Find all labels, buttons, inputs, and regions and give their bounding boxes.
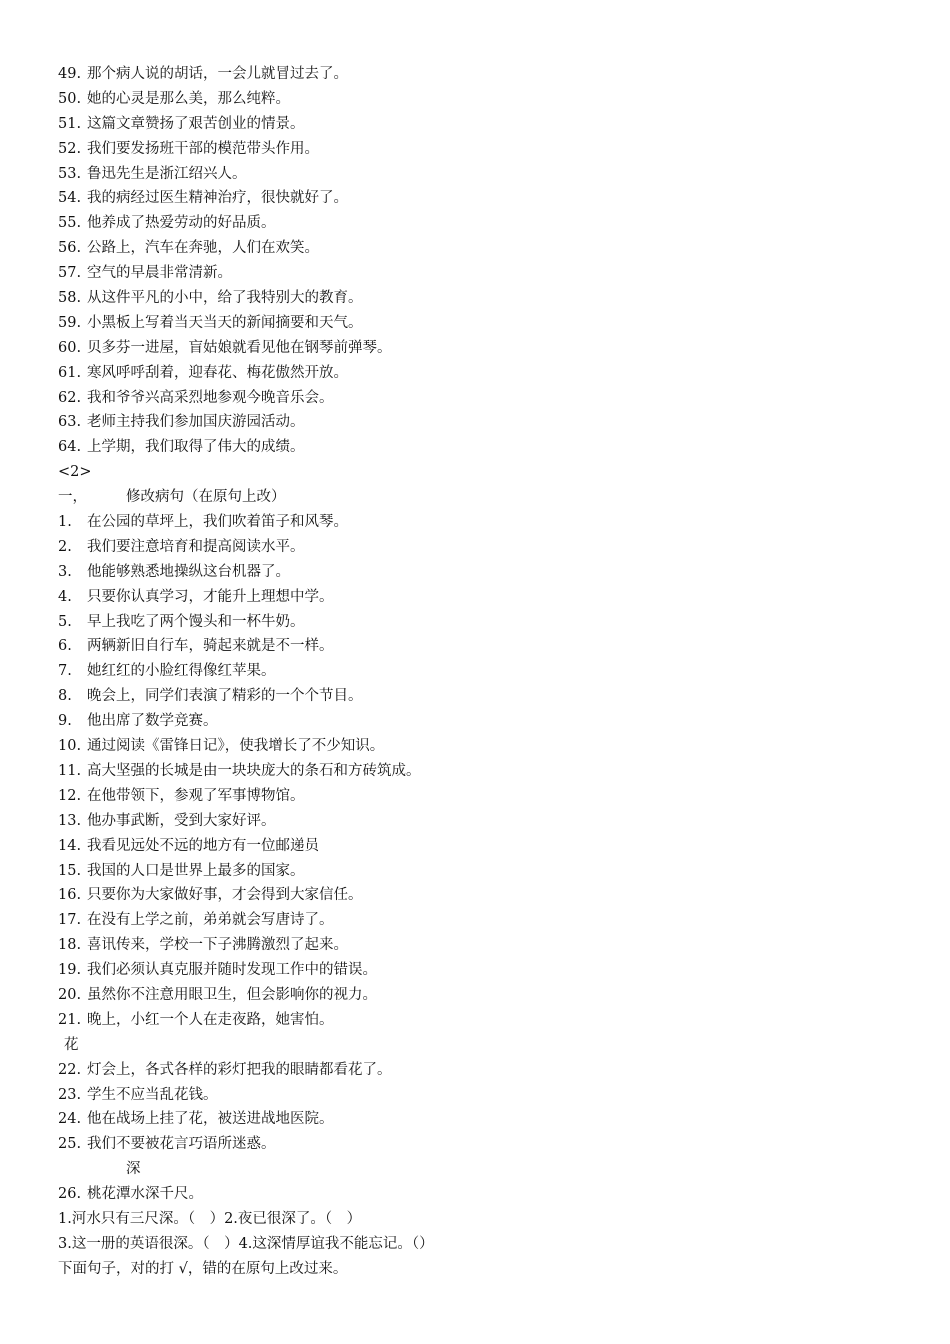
sentence-item: [58, 336, 918, 361]
sentence-item: [58, 236, 918, 261]
sentence-item: [58, 535, 918, 560]
sentence-number: 17.: [58, 912, 82, 929]
sentence-item: [58, 112, 918, 137]
sentence-number: 24.: [58, 1111, 82, 1128]
sentence-item: [58, 709, 918, 734]
sentence-list-3: [58, 1058, 918, 1158]
sentence-item: [58, 684, 918, 709]
sentence-number: 57.: [58, 265, 82, 282]
sentence-text: 我国的人口是世界上最多的国家。: [87, 862, 305, 879]
instruction-line: 下面句子，对的打 √，错的在原句上改过来。: [58, 1260, 348, 1277]
sentence-number: 52.: [58, 140, 82, 157]
sentence-item: [58, 361, 918, 386]
heading-text: 修改病句（在原句上改）: [126, 489, 286, 506]
section-marker: <2>: [58, 464, 92, 481]
sentence-text: 我们要注意培育和提高阅读水平。: [87, 538, 305, 555]
sentence-item: [58, 261, 918, 286]
sentence-text: 她红红的小脸红得像红苹果。: [87, 663, 276, 680]
sentence-item: [58, 983, 918, 1008]
sentence-text: 我的病经过医生精神治疗，很快就好了。: [87, 190, 348, 207]
sentence-item: [58, 1107, 918, 1132]
word-label-shen: 深: [126, 1161, 141, 1178]
sentence-number: 19.: [58, 962, 82, 979]
sentence-number: 55.: [58, 215, 82, 232]
sentence-text: 晚会上，同学们表演了精彩的一个个节目。: [87, 688, 363, 705]
sentence-number: 6.: [58, 638, 72, 655]
sentence-item: [58, 883, 918, 908]
section-heading: [58, 485, 918, 510]
sentence-text: 小黑板上写着当天当天的新闻摘要和天气。: [87, 314, 363, 331]
sentence-item: [58, 784, 918, 809]
sentence-text: 两辆新旧自行车，骑起来就是不一样。: [87, 638, 334, 655]
sentence-text: 我们必须认真克服并随时发现工作中的错误。: [87, 962, 377, 979]
sentence-text: 从这件平凡的小中，给了我特别大的教育。: [87, 290, 363, 307]
sentence-item: [58, 1008, 918, 1033]
sentence-text: 寒风呼呼刮着，迎春花、梅花傲然开放。: [87, 364, 348, 381]
sentence-text: 虽然你不注意用眼卫生，但会影响你的视力。: [87, 986, 377, 1003]
sentence-item: [58, 1182, 918, 1207]
sentence-item: [58, 137, 918, 162]
sentence-text: 只要你认真学习，才能升上理想中学。: [87, 588, 334, 605]
sentence-item: [58, 1058, 918, 1083]
sentence-text: 高大坚强的长城是由一块块庞大的条石和方砖筑成。: [87, 762, 421, 779]
sentence-text: 通过阅读《雷锋日记》，使我增长了不少知识。: [87, 738, 385, 755]
heading-number: 一，: [58, 489, 87, 506]
sentence-number: 64.: [58, 439, 82, 456]
sentence-number: 26.: [58, 1186, 82, 1203]
sentence-item: [58, 162, 918, 187]
sentence-text: 这篇文章赞扬了艰苦创业的情景。: [87, 115, 305, 132]
sentence-number: 14.: [58, 837, 82, 854]
sentence-number: 60.: [58, 339, 82, 356]
sentence-text: 在没有上学之前，弟弟就会写唐诗了。: [87, 912, 334, 929]
sentence-item: [58, 809, 918, 834]
sentence-text: 那个病人说的胡话，一会儿就冒过去了。: [87, 66, 348, 82]
sentence-text: 灯会上，各式各样的彩灯把我的眼睛都看花了。: [87, 1061, 392, 1078]
sentence-item: [58, 410, 918, 435]
sentence-text: 他在战场上挂了花，被送进战地医院。: [87, 1111, 334, 1128]
sentence-number: 5.: [58, 613, 72, 630]
sentence-number: 25.: [58, 1136, 82, 1153]
sentence-number: 51.: [58, 115, 82, 132]
sentence-text: 空气的早晨非常清新。: [87, 265, 232, 282]
sentence-item: [58, 859, 918, 884]
judgement-line-1: 1.河水只有三尺深。（ ）2.夜已很深了。（ ）: [58, 1210, 362, 1227]
sentence-number: 22.: [58, 1061, 82, 1078]
sentence-item: [58, 311, 918, 336]
sentence-number: 58.: [58, 290, 82, 307]
sentence-item: [58, 585, 918, 610]
sentence-text: 学生不应当乱花钱。: [87, 1086, 218, 1103]
sentence-text: 他能够熟悉地操纵这台机器了。: [87, 563, 290, 580]
sentence-item: [58, 734, 918, 759]
sentence-number: 61.: [58, 364, 82, 381]
sentence-number: 18.: [58, 937, 82, 954]
sentence-text: 他养成了热爱劳动的好品质。: [87, 215, 276, 232]
sentence-text: 鲁迅先生是浙江绍兴人。: [87, 165, 247, 182]
sentence-text: 我和爷爷兴高采烈地参观今晚音乐会。: [87, 389, 334, 406]
sentence-number: 8.: [58, 688, 72, 705]
sentence-number: 23.: [58, 1086, 82, 1103]
sentence-item: [58, 510, 918, 535]
sentence-item: [58, 286, 918, 311]
sentence-item: [58, 87, 918, 112]
sentence-list-4: [58, 1182, 918, 1207]
sentence-item: [58, 560, 918, 585]
sentence-text: 我们要发扬班干部的模范带头作用。: [87, 140, 319, 157]
sentence-item: [58, 62, 918, 87]
sentence-number: 50.: [58, 90, 82, 107]
sentence-text: 他办事武断，受到大家好评。: [87, 812, 276, 829]
sentence-text: 只要你为大家做好事，才会得到大家信任。: [87, 887, 363, 904]
sentence-item: [58, 634, 918, 659]
sentence-text: 喜讯传来，学校一下子沸腾激烈了起来。: [87, 937, 348, 954]
sentence-number: 62.: [58, 389, 82, 406]
sentence-text: 在他带领下，参观了军事博物馆。: [87, 787, 305, 804]
sentence-item: [58, 759, 918, 784]
sentence-item: [58, 386, 918, 411]
word-label-hua: 花: [64, 1036, 79, 1053]
sentence-item: [58, 610, 918, 635]
sentence-item: [58, 908, 918, 933]
document-body: [58, 62, 918, 1282]
sentence-item: [58, 659, 918, 684]
sentence-item: [58, 933, 918, 958]
sentence-number: 56.: [58, 240, 82, 257]
sentence-number: 9.: [58, 713, 72, 730]
sentence-number: 12.: [58, 787, 82, 804]
sentence-number: 54.: [58, 190, 82, 207]
sentence-number: 13.: [58, 812, 82, 829]
sentence-number: 16.: [58, 887, 82, 904]
sentence-text: 我看见远处不远的地方有一位邮递员: [87, 837, 319, 854]
sentence-text: 上学期，我们取得了伟大的成绩。: [87, 439, 305, 456]
sentence-text: 桃花潭水深千尺。: [87, 1186, 203, 1203]
sentence-number: 20.: [58, 986, 82, 1003]
sentence-number: 63.: [58, 414, 82, 431]
sentence-text: 晚上，小红一个人在走夜路，她害怕。: [87, 1011, 334, 1028]
sentence-text: 在公园的草坪上，我们吹着笛子和风琴。: [87, 514, 348, 531]
sentence-number: 59.: [58, 314, 82, 331]
sentence-number: 10.: [58, 738, 82, 755]
sentence-number: 49.: [58, 66, 82, 82]
sentence-number: 11.: [58, 762, 82, 779]
sentence-text: 她的心灵是那么美，那么纯粹。: [87, 90, 290, 107]
sentence-item: [58, 1132, 918, 1157]
sentence-number: 15.: [58, 862, 82, 879]
sentence-list-2: [58, 510, 918, 1033]
sentence-number: 2.: [58, 538, 72, 555]
sentence-text: 早上我吃了两个馒头和一杯牛奶。: [87, 613, 305, 630]
sentence-number: 21.: [58, 1011, 82, 1028]
sentence-item: [58, 958, 918, 983]
sentence-text: 他出席了数学竞赛。: [87, 713, 218, 730]
sentence-item: [58, 834, 918, 859]
sentence-number: 4.: [58, 588, 72, 605]
sentence-item: [58, 435, 918, 460]
sentence-item: [58, 186, 918, 211]
sentence-number: 7.: [58, 663, 72, 680]
sentence-number: 53.: [58, 165, 82, 182]
sentence-number: 3.: [58, 563, 72, 580]
sentence-text: 贝多芬一进屋，盲姑娘就看见他在钢琴前弹琴。: [87, 339, 392, 356]
sentence-list-1: [58, 62, 918, 460]
judgement-line-2: 3.这一册的英语很深。（ ）4.这深情厚谊我不能忘记。（）: [58, 1235, 434, 1252]
sentence-text: 公路上，汽车在奔驰，人们在欢笑。: [87, 240, 319, 257]
sentence-text: 我们不要被花言巧语所迷惑。: [87, 1136, 276, 1153]
sentence-item: [58, 211, 918, 236]
sentence-text: 老师主持我们参加国庆游园活动。: [87, 414, 305, 431]
sentence-item: [58, 1083, 918, 1108]
sentence-number: 1.: [58, 514, 72, 531]
